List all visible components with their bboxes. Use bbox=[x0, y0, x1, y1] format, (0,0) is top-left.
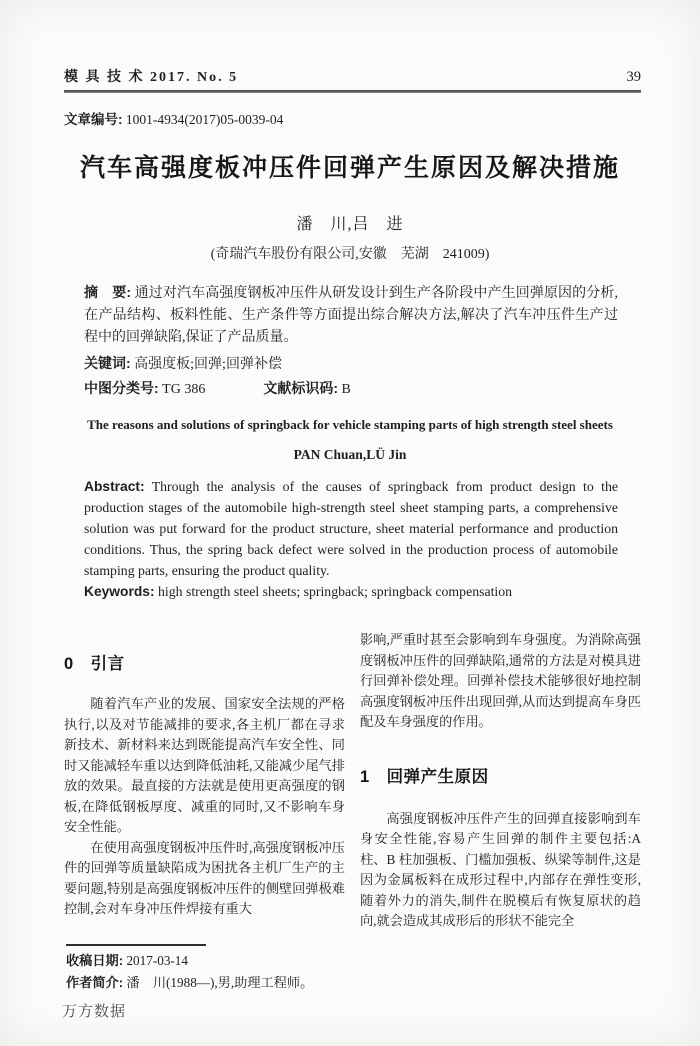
page-number: 39 bbox=[626, 69, 641, 85]
chinese-abstract-label: 摘 要: bbox=[84, 284, 132, 300]
footnote-block bbox=[66, 950, 626, 994]
section-heading-springback-causes: 1 回弹产生原因 bbox=[360, 767, 489, 786]
right-column bbox=[360, 630, 641, 932]
header-divider bbox=[64, 90, 641, 93]
clc-pair bbox=[84, 377, 205, 401]
left-column bbox=[64, 630, 345, 932]
author-names: 潘 川,吕 进 bbox=[296, 216, 404, 233]
english-author-names: PAN Chuan,LÜ Jin bbox=[293, 447, 407, 462]
doc-code-label: 文献标识码: bbox=[263, 380, 339, 396]
section1-paragraph-1: 高强度钢板冲压件产生的回弹直接影响到车身安全性能,容易产生回弹的制件主要包括:A 柱、B 柱加强板、门槛加强板、纵梁等制件,这是因为金属板料在成形过程中,内部存在弹性变形,随着外力的消失,制件在脱模后有恢复原状的趋向,就会造成其成形后的形状不能完全 bbox=[360, 810, 641, 928]
received-date-value: 2017-03-14 bbox=[126, 953, 188, 968]
wanfang-watermark: 万方数据 bbox=[62, 1003, 127, 1020]
clc-label: 中图分类号: bbox=[84, 380, 159, 396]
english-abstract bbox=[84, 476, 618, 581]
received-date-label: 收稿日期: bbox=[66, 953, 124, 968]
chinese-abstract bbox=[84, 281, 618, 349]
journal-title: 模 具 技 术 2017. No. 5 bbox=[64, 70, 239, 85]
doc-code-value: B bbox=[341, 382, 351, 397]
chinese-keywords-line bbox=[84, 352, 618, 376]
page-header bbox=[64, 66, 641, 86]
paper-title: 汽车高强度板冲压件回弹产生原因及解决措施 bbox=[79, 154, 620, 182]
chinese-abstract-text: 通过对汽车高强度钢板冲压件从研发设计到生产各阶段中产生回弹原因的分析,在产品结构、板料性能、生产条件等方面提出综合解决方法,解决了汽车冲压件生产过程中的回弹缺陷,保证了产品质量。 bbox=[84, 286, 619, 345]
article-id-line bbox=[64, 108, 283, 128]
continuation-paragraph: 影响,严重时甚至会影响到车身强度。为消除高强度钢板冲压件的回弹缺陷,通常的方法是对模具进行回弹补偿处理。回弹补偿技术能够很好地控制高强度钢板冲压件出现回弹,从而达到提高车身匹配及车身强度的作用。 bbox=[360, 632, 641, 729]
clc-value: TG 386 bbox=[162, 382, 206, 397]
article-id-value: 1001-4934(2017)05-0039-04 bbox=[125, 112, 284, 127]
introduction-paragraph-2: 在使用高强度钢板冲压件时,高强度钢板冲压件的回弹等质量缺陷成为困扰各主机厂生产的主要问题,特别是高强度钢板冲压件的侧壁回弹极难控制,会对车身冲压件焊接有重大 bbox=[64, 839, 345, 916]
english-abstract-block bbox=[84, 476, 618, 602]
author-bio-label: 作者简介: bbox=[66, 975, 124, 990]
classification-line bbox=[84, 377, 618, 401]
english-keywords-text: high strength steel sheets; springback; springback compensation bbox=[158, 584, 513, 599]
english-abstract-label: Abstract: bbox=[84, 479, 145, 494]
section-heading-introduction: 0 引言 bbox=[64, 655, 125, 673]
chinese-keywords-text: 高强度板;回弹;回弹补偿 bbox=[134, 357, 282, 372]
english-keywords-label: Keywords: bbox=[84, 584, 155, 599]
chinese-keywords-label: 关键词: bbox=[84, 355, 131, 371]
english-title: The reasons and solutions of springback for vehicle stamping parts of high strength steel sheets bbox=[87, 417, 613, 432]
author-bio-value: 潘 川(1988—),男,助理工程师。 bbox=[126, 975, 314, 990]
english-abstract-text: Through the analysis of the causes of springback from product design to the production stages of the automobile high-strength steel sheet stamping parts, a comprehensive solution was put forward for the product structure, sheet material performance and production conditions. Thus, the spring back defect were solved in the production process of automobile stamping parts, ensuring the product quality. bbox=[84, 479, 619, 578]
author-bio-line bbox=[66, 972, 626, 994]
received-date-line bbox=[66, 950, 626, 972]
body-columns bbox=[64, 630, 641, 932]
english-keywords-line bbox=[84, 581, 618, 602]
introduction-paragraph-1: 随着汽车产业的发展、国家安全法规的严格执行,以及对节能减排的要求,各主机厂都在寻求新技术、新材料来达到既能提高汽车安全性、同时又能减轻车重以达到降低油耗,又能减少尾气排放的效果。最直接的方法就是使用更高强度的钢板,在降低钢板厚度、减重的同时,又不影响车身安全性能。 bbox=[64, 696, 345, 834]
author-affiliation: (奇瑞汽车股份有限公司,安徽 芜湖 241009) bbox=[210, 247, 490, 262]
footnote-divider bbox=[66, 944, 206, 946]
chinese-abstract-block bbox=[84, 281, 618, 401]
doc-code-pair bbox=[263, 377, 351, 401]
article-id-label: 文章编号: bbox=[64, 112, 123, 127]
